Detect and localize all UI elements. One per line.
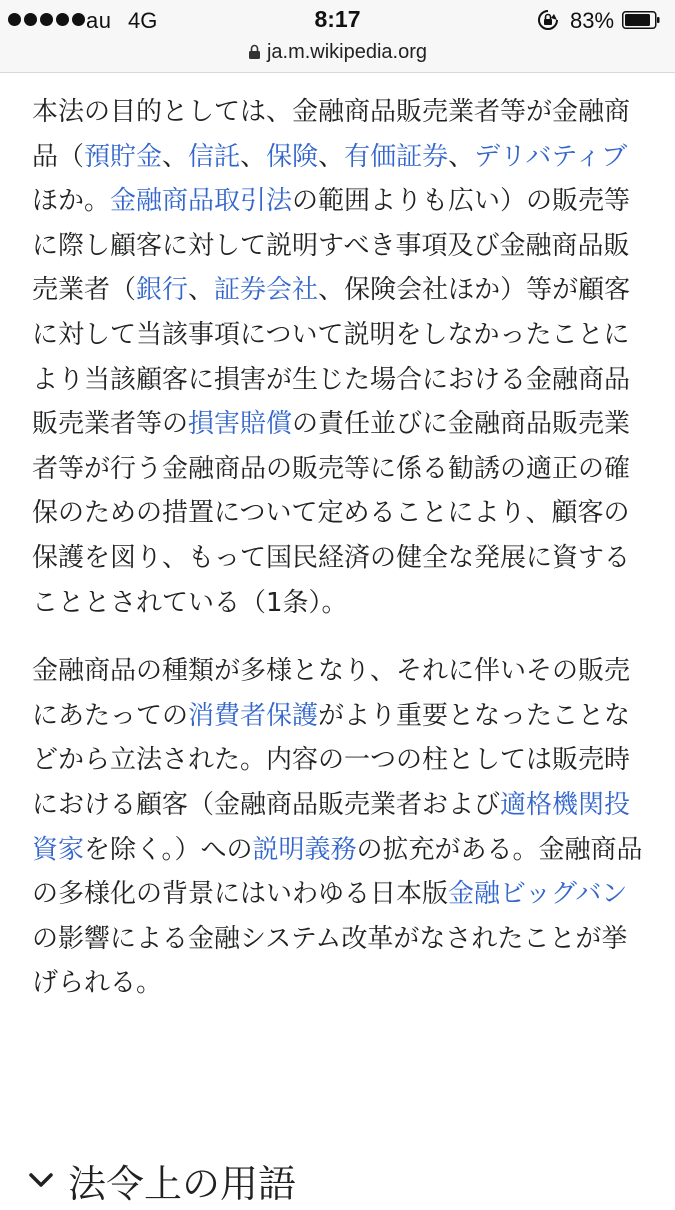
body-text: 、保険会社ほか）等が顧客に対して当該事項について説明をしなかったことにより当該顧客に損害が生じた場合における金融商品販売業者等の — [32, 275, 631, 440]
body-text: 金融商品の種類が多様となり、それに伴いその販売にあたっての — [32, 656, 631, 731]
body-text: を除く。）への — [84, 834, 253, 865]
body-text: 本法の目的としては、金融商品販売業者等が金融商品（ — [32, 97, 631, 172]
link-yochokin[interactable]: 預貯金 — [84, 141, 163, 172]
link-songai-baisho[interactable]: 損害賠償 — [188, 409, 293, 440]
body-text: ほか。 — [32, 186, 111, 217]
network-type: 4G — [128, 8, 158, 33]
article-paragraph — [32, 649, 643, 1006]
address-bar[interactable] — [0, 40, 675, 73]
body-text: がより重要となったことなどから立法された。内容の一つの柱としては販売時における顧客（金融商品販売業者および — [32, 700, 631, 820]
link-shoken-gaisha[interactable]: 証券会社 — [214, 275, 319, 306]
carrier-name: au — [86, 8, 112, 33]
link-setsumei-gimu[interactable]: 説明義務 — [252, 834, 357, 865]
chevron-down-icon — [28, 1172, 54, 1188]
clock: 8:17 — [314, 6, 361, 32]
link-shintaku[interactable]: 信託 — [188, 141, 241, 172]
article-body — [32, 90, 643, 1006]
link-shohisha-hogo[interactable]: 消費者保護 — [188, 700, 319, 731]
link-ginko[interactable]: 銀行 — [136, 275, 189, 306]
link-big-bang[interactable]: 金融ビッグバン — [448, 879, 628, 910]
body-text: 、 — [448, 141, 475, 172]
padlock-icon — [248, 44, 261, 60]
article-paragraph — [32, 90, 643, 625]
status-bar — [0, 0, 675, 40]
body-text: 、 — [162, 141, 189, 172]
body-text: の拡充がある。金融商品の多様化の背景にはいわゆる日本版 — [32, 834, 643, 910]
link-kinshoho[interactable]: 金融商品取引法 — [110, 186, 293, 217]
link-hoken[interactable]: 保険 — [266, 141, 319, 172]
section-toggle[interactable] — [28, 1150, 648, 1210]
battery-icon — [622, 11, 660, 29]
battery-percentage: 83% — [570, 8, 615, 33]
link-tekikaku-kikan[interactable]: 適格機関投資家 — [32, 789, 631, 865]
body-text: 、 — [240, 141, 267, 172]
link-derivative[interactable]: デリバティブ — [474, 141, 628, 172]
section-heading: 法令上の用語 — [68, 1161, 297, 1206]
url-text: ja.m.wikipedia.org — [266, 41, 428, 63]
link-yuka-shoken[interactable]: 有価証券 — [344, 141, 449, 172]
body-text: 、 — [188, 275, 215, 306]
body-text: の範囲よりも広い）の販売等に際し顧客に対して説明すべき事項及び金融商品販売業者（ — [32, 186, 631, 306]
rotation-lock-icon — [537, 9, 559, 31]
body-text: の責任並びに金融商品販売業者等が行う金融商品の販売等に係る勧誘の適正の確保のための措置について定めることにより、顧客の保護を図り、もって国民経済の健全な発展に資することとされている（1条）。 — [32, 409, 631, 618]
body-text: 、 — [318, 141, 345, 172]
body-text: の影響による金融システム改革がなされたことが挙げられる。 — [32, 923, 628, 999]
